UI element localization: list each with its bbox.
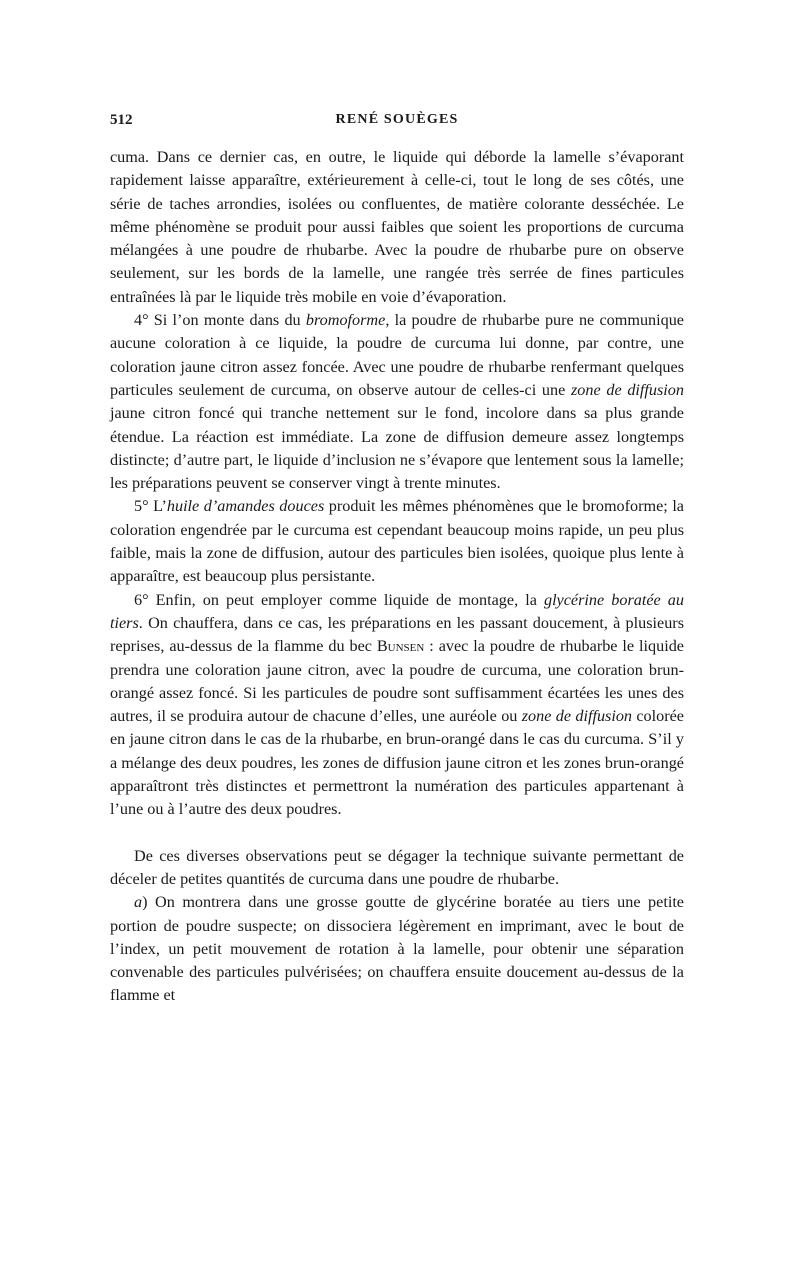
- running-title: RENÉ SOUÈGES: [335, 112, 459, 127]
- text-run: colorée en jaune citron dans le cas de la rhubarbe, en brun-orangé dans le cas du curcuma. S’il y a mélange des deux poudres, les zones de diffusion jaune citron et les zones brun-orangé apparaîtront très distinctes et permettront la numération des particules appartenant à l’une ou à l’autre des deux poudres.: [110, 707, 684, 819]
- text-run: 6° Enfin, on peut employer comme liquide de montage, la: [134, 590, 544, 609]
- italic-term: zone de diffusion: [521, 707, 633, 726]
- text-run: 4° Si l’on monte dans du: [134, 311, 306, 330]
- body-text: [110, 146, 684, 1008]
- paragraph-3-huile: [110, 495, 684, 588]
- small-caps-name: Bunsen: [376, 637, 425, 656]
- italic-term: bromoforme: [305, 311, 386, 330]
- paragraph-6-step-a: [110, 891, 684, 1007]
- paragraph-4-glycerine: [110, 589, 684, 822]
- paragraph-5-technique: De ces diverses observations peut se dégager la technique suivante permettant de déceler de petites quantités de curcuma dans une poudre de rhubarbe.: [110, 846, 684, 888]
- paragraph-2-bromoforme: [110, 309, 684, 495]
- text-run: produit les mêmes phénomènes que le bromoforme; la coloration engendrée par le curcuma est cependant beaucoup moins rapide, un peu plus faible, mais la zone de diffusion, autour des particules bien isolées, quoique plus lente à apparaître, est beaucoup plus persistante.: [110, 497, 684, 586]
- text-run: , la poudre de rhubarbe pure ne communique aucune coloration à ce liquide, la poudre de curcuma lui donne, par contre, une coloration jaune citron assez foncée. Avec une poudre de rhubarbe renfermant quelques particules seulement de curcuma, on observe autour de celles-ci une: [110, 311, 684, 399]
- page-header: [110, 112, 684, 136]
- paragraph-1: cuma. Dans ce dernier cas, en outre, le liquide qui déborde la lamelle s’évaporant rapidement laisse apparaître, extérieurement à celle-ci, tout le long de ses côtés, une série de taches arrondies, isolées ou confluentes, de matière colorante desséchée. Le même phénomène se produit pour aussi faibles que soient les proportions de curcuma mélangées à une poudre de rhubarbe. Avec la poudre de rhubarbe pure on observe seulement, sur les bords de la lamelle, une rangée très serrée de fines particules entraînées là par le liquide très mobile en voie d’évaporation.: [110, 148, 684, 306]
- page-number: 512: [110, 112, 133, 128]
- text-run: 5° L’: [134, 497, 167, 516]
- italic-term: glycérine boratée au tiers: [110, 590, 684, 632]
- text-run: : avec la poudre de rhubarbe le liquide prendra une coloration jaune citron, avec la poudre de curcuma, une coloration brun-orangé assez foncé. Si les particules de poudre sont suffisamment écartées les unes des autres, il se produira autour de chacune d’elles, une auréole ou: [110, 637, 684, 726]
- text-run: . On chauffera, dans ce cas, les préparations en les passant doucement, à plusieurs reprises, au-dessus de la flamme du bec: [110, 613, 684, 656]
- italic-term: zone de diffusion: [570, 380, 684, 399]
- step-letter: a: [134, 893, 143, 912]
- text-run: ) On montrera dans une grosse goutte de glycérine boratée au tiers une petite portion de poudre suspecte; on dissociera légèrement en imprimant, avec le bout de l’index, un petit mouvement de rotation à la lamelle, pour obtenir une séparation convenable des particules pulvérisées; on chauffera ensuite doucement au-dessus de la flamme et: [110, 893, 684, 1005]
- text-run: jaune citron foncé qui tranche nettement sur le fond, incolore dans sa plus grande étendue. La réaction est immédiate. La zone de diffusion demeure assez longtemps distincte; d’autre part, le liquide d’inclusion ne s’évapore que lentement sous la lamelle; les préparations peuvent se conserver vingt à trente minutes.: [110, 404, 684, 493]
- italic-term: huile d’amandes douces: [166, 497, 325, 516]
